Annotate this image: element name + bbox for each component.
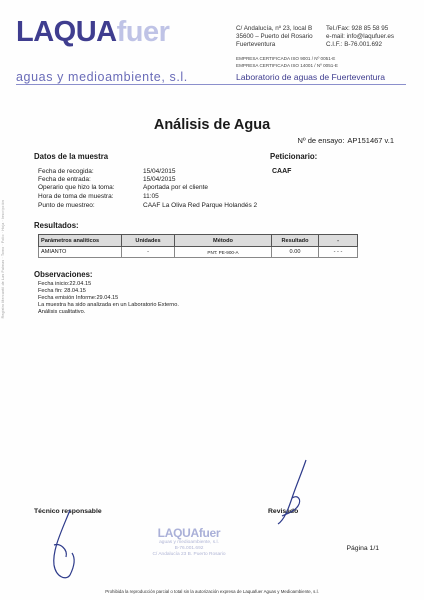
obs-line: La muestra ha sido analizada en un Laboratorio Externo. xyxy=(38,302,179,308)
table-row xyxy=(39,247,358,258)
page-number: Página 1/1 xyxy=(346,545,379,552)
tecnico-signature xyxy=(40,505,100,585)
ensayo-label: Nº de ensayo: xyxy=(297,136,345,145)
field-fecha-entrada xyxy=(38,176,176,183)
field-label: Fecha de entrada: xyxy=(38,176,91,183)
header-rule xyxy=(16,84,406,85)
field-operario xyxy=(38,184,208,191)
tecnico-label: Técnico responsable xyxy=(34,508,102,515)
obs-line: Fecha emisión Informe:29.04.15 xyxy=(38,295,119,301)
table-header-row xyxy=(39,235,358,247)
observaciones-heading: Observaciones: xyxy=(34,270,93,279)
company-address xyxy=(236,25,313,49)
column-header: Método xyxy=(175,235,272,247)
column-header: Unidades xyxy=(122,235,175,247)
cell-unidades: - xyxy=(122,247,175,258)
field-value: Aportada por el cliente xyxy=(143,184,209,191)
peticionario-heading: Peticionario: xyxy=(270,152,318,161)
document-title: Análisis de Agua xyxy=(153,117,271,133)
stamp-line: aguas y medioambiente, s.l. xyxy=(159,540,219,545)
field-punto-muestreo xyxy=(38,202,257,209)
footer-legal-note: Prohibida la reproducción parcial o total sin la autorización expresa de Laquafuer Aguas y Medioambiente, s.l. xyxy=(105,589,319,594)
field-fecha-recogida xyxy=(38,168,176,175)
resultados-heading: Resultados: xyxy=(34,221,79,230)
cell-param: AMIANTO xyxy=(39,247,122,258)
stamp-line: B-76.001.692 xyxy=(174,546,204,551)
peticionario-value: CAAF xyxy=(272,168,292,175)
field-hora-toma xyxy=(38,193,159,200)
lab-name: Laboratorio de aguas de Fuerteventura xyxy=(236,72,386,82)
cell-resultado: 0.00 xyxy=(272,247,319,258)
field-label: Hora de toma de muestra: xyxy=(38,193,114,200)
ensayo-value: AP151467 v.1 xyxy=(347,136,394,145)
contact-phone: Tel./Fax: 928 85 58 95 xyxy=(326,25,389,32)
cell-metodo: PNT: PE-900-A xyxy=(175,247,272,258)
column-header: - xyxy=(319,235,358,247)
address-line: Fuerteventura xyxy=(236,41,276,48)
field-label: Fecha de recogida: xyxy=(38,168,94,175)
logo-subtitle: aguas y medioambiente, s.l. xyxy=(16,70,188,84)
registry-margin-note: Registro Mercantil de Las Palmas · Tomo · Folio · Hoja · Inscripción xyxy=(1,200,5,319)
company-stamp xyxy=(134,526,244,558)
field-value: 15/04/2015 xyxy=(143,168,176,175)
cell-extra: - - - xyxy=(319,247,358,258)
stamp-line: C/ Andalucía 23 B. Puerto Rosario xyxy=(152,552,226,557)
obs-line: Análisis cualitativo. xyxy=(38,309,86,315)
revisado-label: Revisado xyxy=(268,508,299,515)
field-value: 15/04/2015 xyxy=(143,176,176,183)
column-header: Parámetros analíticos xyxy=(39,235,122,247)
field-label: Operario que hizo la toma: xyxy=(38,184,115,191)
certifications xyxy=(236,56,338,69)
company-logo xyxy=(16,18,169,47)
cert-iso14001: EMPRESA CERTIFICADA ISO 14001 / Nº 0051-E xyxy=(236,62,338,68)
company-contact xyxy=(326,25,394,49)
cert-iso9001: EMPRESA CERTIFICADA ISO 9001 / Nº 0051-E xyxy=(236,56,336,61)
field-value: 11:05 xyxy=(143,193,159,200)
obs-line: Fecha fin: 28.04.15 xyxy=(38,288,86,294)
contact-cif: C.I.F.: B-76.001.692 xyxy=(326,41,383,48)
logo-fuer-text: fuer xyxy=(116,16,170,48)
contact-email: e-mail: info@laqufuer.es xyxy=(326,33,394,40)
address-line: C/ Andalucía, nº 23, local B xyxy=(236,25,313,32)
results-table xyxy=(38,234,358,258)
logo-laqua-text: LAQUA xyxy=(16,16,117,48)
muestra-heading: Datos de la muestra xyxy=(34,152,109,161)
revisado-signature xyxy=(268,458,318,528)
column-header: Resultado xyxy=(272,235,319,247)
obs-line: Fecha inicio:22.04.15 xyxy=(38,281,92,287)
ensayo-number xyxy=(297,136,394,145)
field-value: CAAF La Oliva Red Parque Holandés 2 xyxy=(143,202,258,209)
field-label: Punto de muestreo: xyxy=(38,202,95,209)
address-line: 35600 – Puerto del Rosario xyxy=(236,33,313,40)
stamp-logo: LAQUAfuer xyxy=(157,526,221,540)
